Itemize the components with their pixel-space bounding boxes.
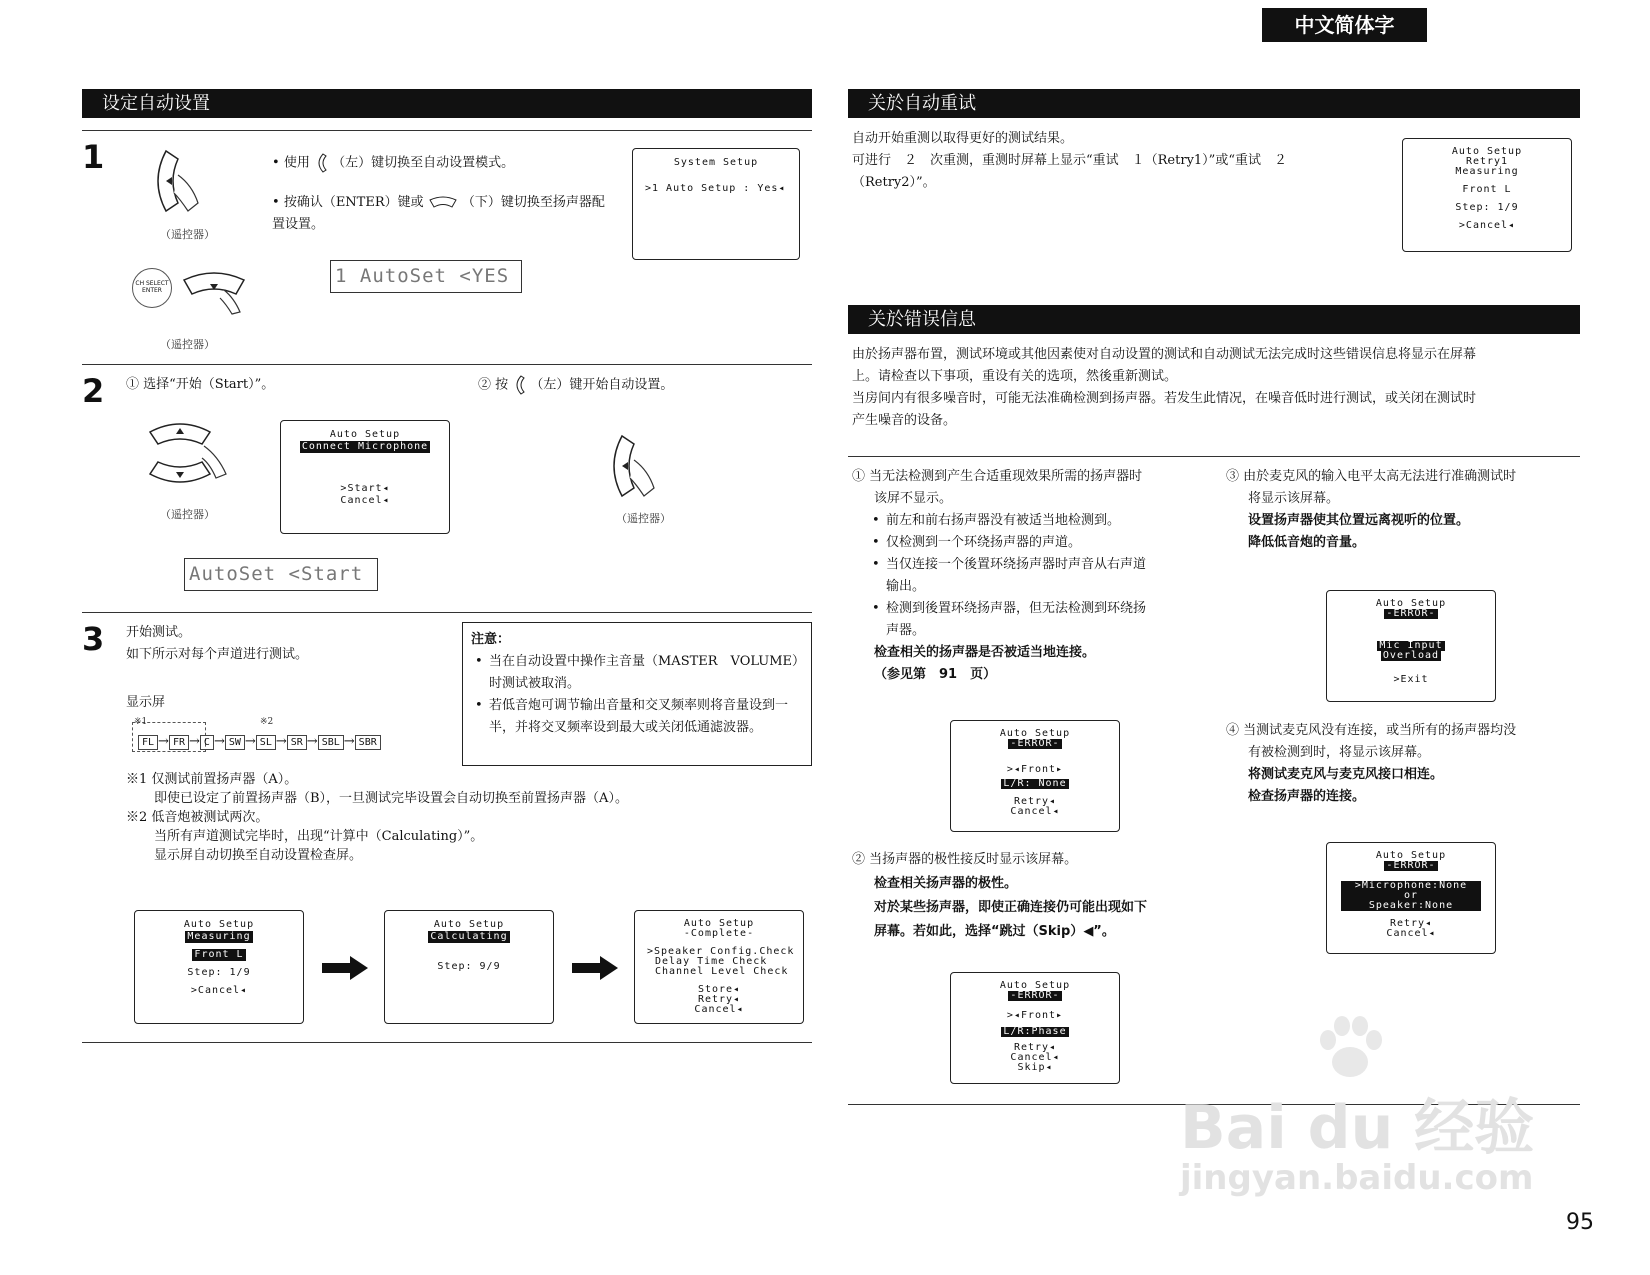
osd-complete: Auto Setup -Complete- >Speaker Config.Check Delay Time Check Channel Level Check Store◂ Retry◂ Cancel◂: [634, 910, 804, 1024]
osd-error-no-microphone: Auto Setup -ERROR- >Microphone:None or Speaker:None Retry◂ Cancel◂: [1326, 842, 1496, 954]
down-key-icon: [428, 196, 458, 210]
error-3: ③ 由於麦克风的输入电平太高无法进行准确测试时 将显示该屏幕。 设置扬声器使其位置远离视听的位置。 降低低音炮的音量。: [1226, 469, 1517, 550]
step3-line-1: 开始测试。: [126, 625, 192, 640]
error-intro: 由於扬声器布置，测试环境或其他因素使对自动设置的测试和自动测试无法完成时这些错误信息将显示在屏幕 上。请检查以下事项，重设有关的选项，然後重新测试。 当房间内有很多噪音时，可能无法准确检测到扬声器。若发生此情况，在噪音低时进行测试，或关闭在测试时 产生噪音的设备。: [852, 347, 1477, 428]
mark-2: ※2: [260, 717, 274, 727]
lcd-display: AutoSet <Start: [184, 558, 378, 591]
remote-left-key-icon: [148, 145, 208, 217]
osd-error-mic-overload: Auto Setup -ERROR- Mic Input Overload >Exit: [1326, 590, 1496, 702]
osd-retry: Auto Setup Retry1 Measuring Front L Step: 1/9 >Cancel◂: [1402, 138, 1572, 252]
left-key-icon: [512, 374, 526, 396]
channel-sr: SR: [287, 735, 307, 750]
divider: [82, 612, 812, 613]
step3-line-2: 如下所示对每个声道进行测试。: [126, 647, 309, 662]
divider: [82, 1042, 812, 1043]
remote-caption: （遥控器）: [616, 512, 671, 525]
osd-error-phase: Auto Setup -ERROR- >◂Front▸ L/R:Phase Retry◂ Cancel◂ Skip◂: [950, 972, 1120, 1084]
osd-measuring: Auto Setup Measuring Front L Step: 1/9 >Cancel◂: [134, 910, 304, 1024]
arrow: →: [189, 734, 200, 749]
divider: [848, 456, 1580, 457]
watermark-url: jingyan.baidu.com: [1180, 1158, 1534, 1198]
paw-logo-icon: [1310, 1010, 1390, 1090]
step-number-1: 1: [82, 138, 105, 176]
remote-caption: （遥控器）: [160, 508, 215, 521]
osd-system-setup: System Setup >1 Auto Setup : Yes◂: [632, 148, 800, 260]
left-key-icon: [314, 152, 328, 174]
right-arrow-icon: [572, 956, 618, 980]
note-box: [462, 622, 812, 766]
step-number-3: 3: [82, 620, 105, 658]
arrow: →: [275, 734, 287, 749]
channel-sl: SL: [256, 735, 276, 750]
arrow: →: [343, 734, 355, 749]
lcd-display: 1 AutoSet <YES: [330, 260, 522, 293]
enter-button-icon: CH SELECT ENTER: [132, 268, 172, 308]
watermark-text: Bai du 经验: [1180, 1093, 1535, 1163]
note-item: • 若低音炮可调节输出音量和交叉频率则将音量设到一半，并将交叉频率设到最大或关闭低通滤波器。: [471, 695, 803, 739]
channel-c: C: [200, 735, 214, 750]
retry-text: 自动开始重测以取得更好的测试结果。 可进行 ２ 次重测，重测时屏幕上显示“重试 １（Retry1）”或“重试 ２ （Retry2）”。: [852, 131, 1287, 190]
note-title: 注意：: [471, 632, 511, 647]
channel-sbl: SBL: [318, 735, 344, 750]
arrow: →: [158, 734, 169, 749]
channel-sbr: SBR: [355, 735, 381, 750]
channel-fl: FL: [138, 735, 158, 750]
arrow: →: [244, 734, 256, 749]
step1-bullet-2: • 按确认（ENTER）键或 （下）键切换至扬声器配置设置。: [272, 195, 605, 232]
footnotes: ※1 仅测试前置扬声器（A）。 即使已设定了前置扬声器（B），一旦测试完毕设置会自动切换至前置扬声器（A）。 ※2 低音炮被测试两次。 当所有声道测试完毕时，出现“计算中（Calculating）”。 显示屏自动切换至自动设置检查屏。: [126, 772, 628, 863]
note-item: • 当在自动设置中操作主音量（MASTER VOLUME）时测试被取消。: [471, 651, 803, 695]
arrow: →: [213, 734, 225, 749]
channel-sw: SW: [225, 735, 245, 750]
channel-sequence: [132, 717, 442, 752]
mark-1: ※1: [134, 717, 148, 727]
error-1: ① 当无法检测到产生合适重现效果所需的扬声器时 该屏不显示。 • 前左和前右扬声器没有被适当地检测到。 • 仅检测到一个环绕扬声器的声道。 • 当仅连接一个後置环绕扬声器时声音从右声道 输出。 • 检测到後置环绕扬声器，但无法检测到环绕扬 声器。 检查相关的扬声器是否被适当地连接。 （参见第 91 页）: [852, 466, 1212, 686]
channel-fr: FR: [169, 735, 189, 750]
remote-left-key-icon: [604, 430, 664, 502]
display-label: 显示屏: [126, 695, 166, 710]
divider: [82, 130, 812, 131]
section-title-auto-setup: 设定自动设置: [82, 89, 812, 118]
error-2: ② 当扬声器的极性接反时显示该屏幕。 检查相关扬声器的极性。 对於某些扬声器，即使正确连接仍可能出现如下 屏幕。若如此，选择“跳过（Skip）◀”。: [852, 852, 1148, 939]
arrow: →: [306, 734, 318, 749]
remote-down-key-icon: [180, 268, 250, 316]
remote-caption: （遥控器）: [160, 338, 215, 351]
language-tab: 中文简体字: [1262, 8, 1427, 42]
right-arrow-icon: [322, 956, 368, 980]
osd-auto-setup-start: Auto Setup Connect Microphone >Start◂ Cancel◂: [280, 420, 450, 534]
step1-bullet-1: • 使用 （左）键切换至自动设置模式。: [272, 152, 612, 175]
step2-item-2: ② 按 （左）键开始自动设置。: [478, 374, 673, 397]
osd-error-speaker-none: Auto Setup -ERROR- >◂Front▸ L/R: None Retry◂ Cancel◂: [950, 720, 1120, 832]
remote-caption: （遥控器）: [160, 228, 215, 241]
section-title-error-messages: 关於错误信息: [848, 305, 1580, 334]
step2-item-1: ① 选择“开始（Start）”。: [126, 377, 275, 392]
osd-calculating: Auto Setup Calculating Step: 9/9: [384, 910, 554, 1024]
section-title-auto-retry: 关於自动重试: [848, 89, 1580, 118]
divider: [82, 364, 812, 365]
remote-up-down-keys-icon: [148, 412, 238, 494]
step-number-2: 2: [82, 372, 105, 410]
error-4: ④ 当测试麦克风没有连接，或当所有的扬声器均没 有被检测到时，将显示该屏幕。 将测试麦克风与麦克风接口相连。 检查扬声器的连接。: [1226, 723, 1517, 804]
page-number: 95: [1566, 1210, 1594, 1235]
